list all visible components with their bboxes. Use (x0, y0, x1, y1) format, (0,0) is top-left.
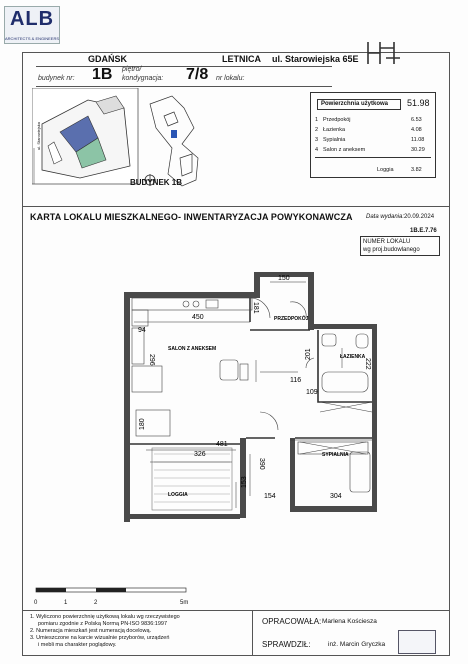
area-row-no: 4 (315, 147, 319, 153)
scale-t1: 1 (64, 600, 68, 606)
floor-label-1: piętro/ (122, 66, 142, 73)
loggia-area: 3.82 (411, 167, 422, 173)
notes (30, 614, 250, 649)
building-glyph-icon (364, 38, 404, 68)
floor-value: 7/8 (186, 66, 209, 83)
area-row-value: 6.53 (411, 117, 422, 123)
scale-t2: 2 (94, 600, 98, 606)
area-row-value: 11.08 (411, 137, 425, 143)
alb-logo (4, 6, 60, 44)
street: ul. Starowiejska 65E (272, 54, 359, 64)
unit-number: 1B.E.7.76 (410, 228, 437, 234)
note-line: 1. Wyliczono powierzchnię użytkową lokalu wg rzeczywistego (30, 614, 180, 620)
floor-plan (110, 262, 410, 532)
dim-450: 450 (192, 314, 204, 321)
dim-304: 304 (330, 493, 342, 500)
dim-481: 481 (216, 441, 228, 448)
building-label: budynek nr: (38, 75, 75, 82)
scale-t5: 5m (180, 600, 189, 606)
footer-divider (252, 610, 253, 656)
room-sypialnia: SYPIALNIA (322, 452, 349, 458)
logo-text: ALB (9, 8, 55, 30)
prepared-label: OPRACOWAŁA: (262, 617, 322, 626)
district: LETNICA (222, 54, 261, 64)
room-przedpokoj: PRZEDPOKÓJ (274, 316, 309, 322)
area-total: 51.98 (407, 98, 430, 108)
area-row-no: 3 (315, 137, 319, 143)
header-underline-2 (36, 86, 332, 87)
unit-caption-1: NUMER LOKALU (363, 239, 411, 245)
note-line: i mebli ma charakter poglądowy. (38, 642, 117, 648)
dim-109: 109 (306, 389, 318, 396)
note-line: 3. Umieszczone na karcie wizualnie przyborów, urządzeń (30, 635, 170, 641)
area-row (315, 147, 431, 155)
issue-date: 20.09.2024 (404, 214, 435, 220)
issue-label: Data wydania: (366, 214, 405, 220)
dim-150: 150 (278, 275, 290, 282)
floor-label-2: kondygnacja: (122, 75, 164, 82)
dim-390: 390 (258, 458, 265, 470)
dim-153: 153 (241, 476, 248, 488)
building-value: 1B (92, 66, 113, 83)
building-caption: BUDYNEK 1B (130, 178, 183, 187)
area-row (315, 127, 431, 135)
card-title: KARTA LOKALU MIESZKALNEGO- INWENTARYZACJA POWYKONAWCZA (30, 212, 353, 222)
dim-296: 296 (148, 354, 155, 366)
dim-222: 222 (364, 358, 371, 370)
room-lazienka: ŁAZIENKA (340, 354, 366, 360)
loggia-label: Loggia (377, 167, 394, 173)
unit-caption-2: wg proj.budowlanego (363, 247, 420, 253)
checked-name: inż. Marcin Gryczka (328, 641, 386, 648)
dim-154: 154 (264, 493, 276, 500)
note-line: 2. Numeracja mieszkań jest numeracją docelową. (30, 628, 152, 634)
dim-181: 181 (252, 302, 259, 314)
dim-116: 116 (290, 377, 302, 384)
notes-divider (22, 610, 450, 611)
scale-t0: 0 (34, 600, 38, 606)
room-salon: SALON Z ANEKSEM (168, 346, 217, 352)
room-loggia: LOGGIA (168, 492, 188, 498)
area-row-name: Sypialnia (323, 137, 346, 143)
area-row (315, 137, 431, 145)
area-row-no: 2 (315, 127, 319, 133)
section-divider (22, 206, 450, 207)
note-line: pomiaru zgodnie z Polską Normą PN-ISO 9836:1997 (38, 621, 168, 627)
area-title: Powierzchnia użytkowa (317, 99, 401, 110)
area-row-value: 30.29 (411, 147, 425, 153)
logo-subtext: ARCHITECTS & ENGINEERS (5, 36, 60, 41)
dim-326: 326 (194, 451, 206, 458)
area-row-name: Przedpokój (323, 117, 351, 123)
area-row-name: Łazienka (323, 127, 346, 133)
street-caption: ul. Starowiejska (36, 121, 41, 150)
scale-bar (34, 586, 190, 600)
stamp (398, 630, 436, 654)
dim-180: 180 (139, 418, 146, 430)
area-row-value: 4.08 (411, 127, 422, 133)
area-row (315, 117, 431, 125)
area-table-sep (315, 157, 431, 158)
dim-201: 201 (305, 348, 312, 360)
dim-94: 94 (138, 327, 146, 334)
header-underline (36, 66, 332, 67)
unit-label: nr lokalu: (216, 75, 245, 82)
prepared-name: Marlena Kościesza (322, 618, 377, 625)
area-row-no: 1 (315, 117, 319, 123)
city: GDAŃSK (88, 54, 128, 64)
unit-number-box (360, 236, 440, 256)
area-row-name: Salon z aneksem (323, 147, 366, 153)
checked-label: SPRAWDZIŁ: (262, 640, 311, 649)
area-table (310, 92, 436, 178)
